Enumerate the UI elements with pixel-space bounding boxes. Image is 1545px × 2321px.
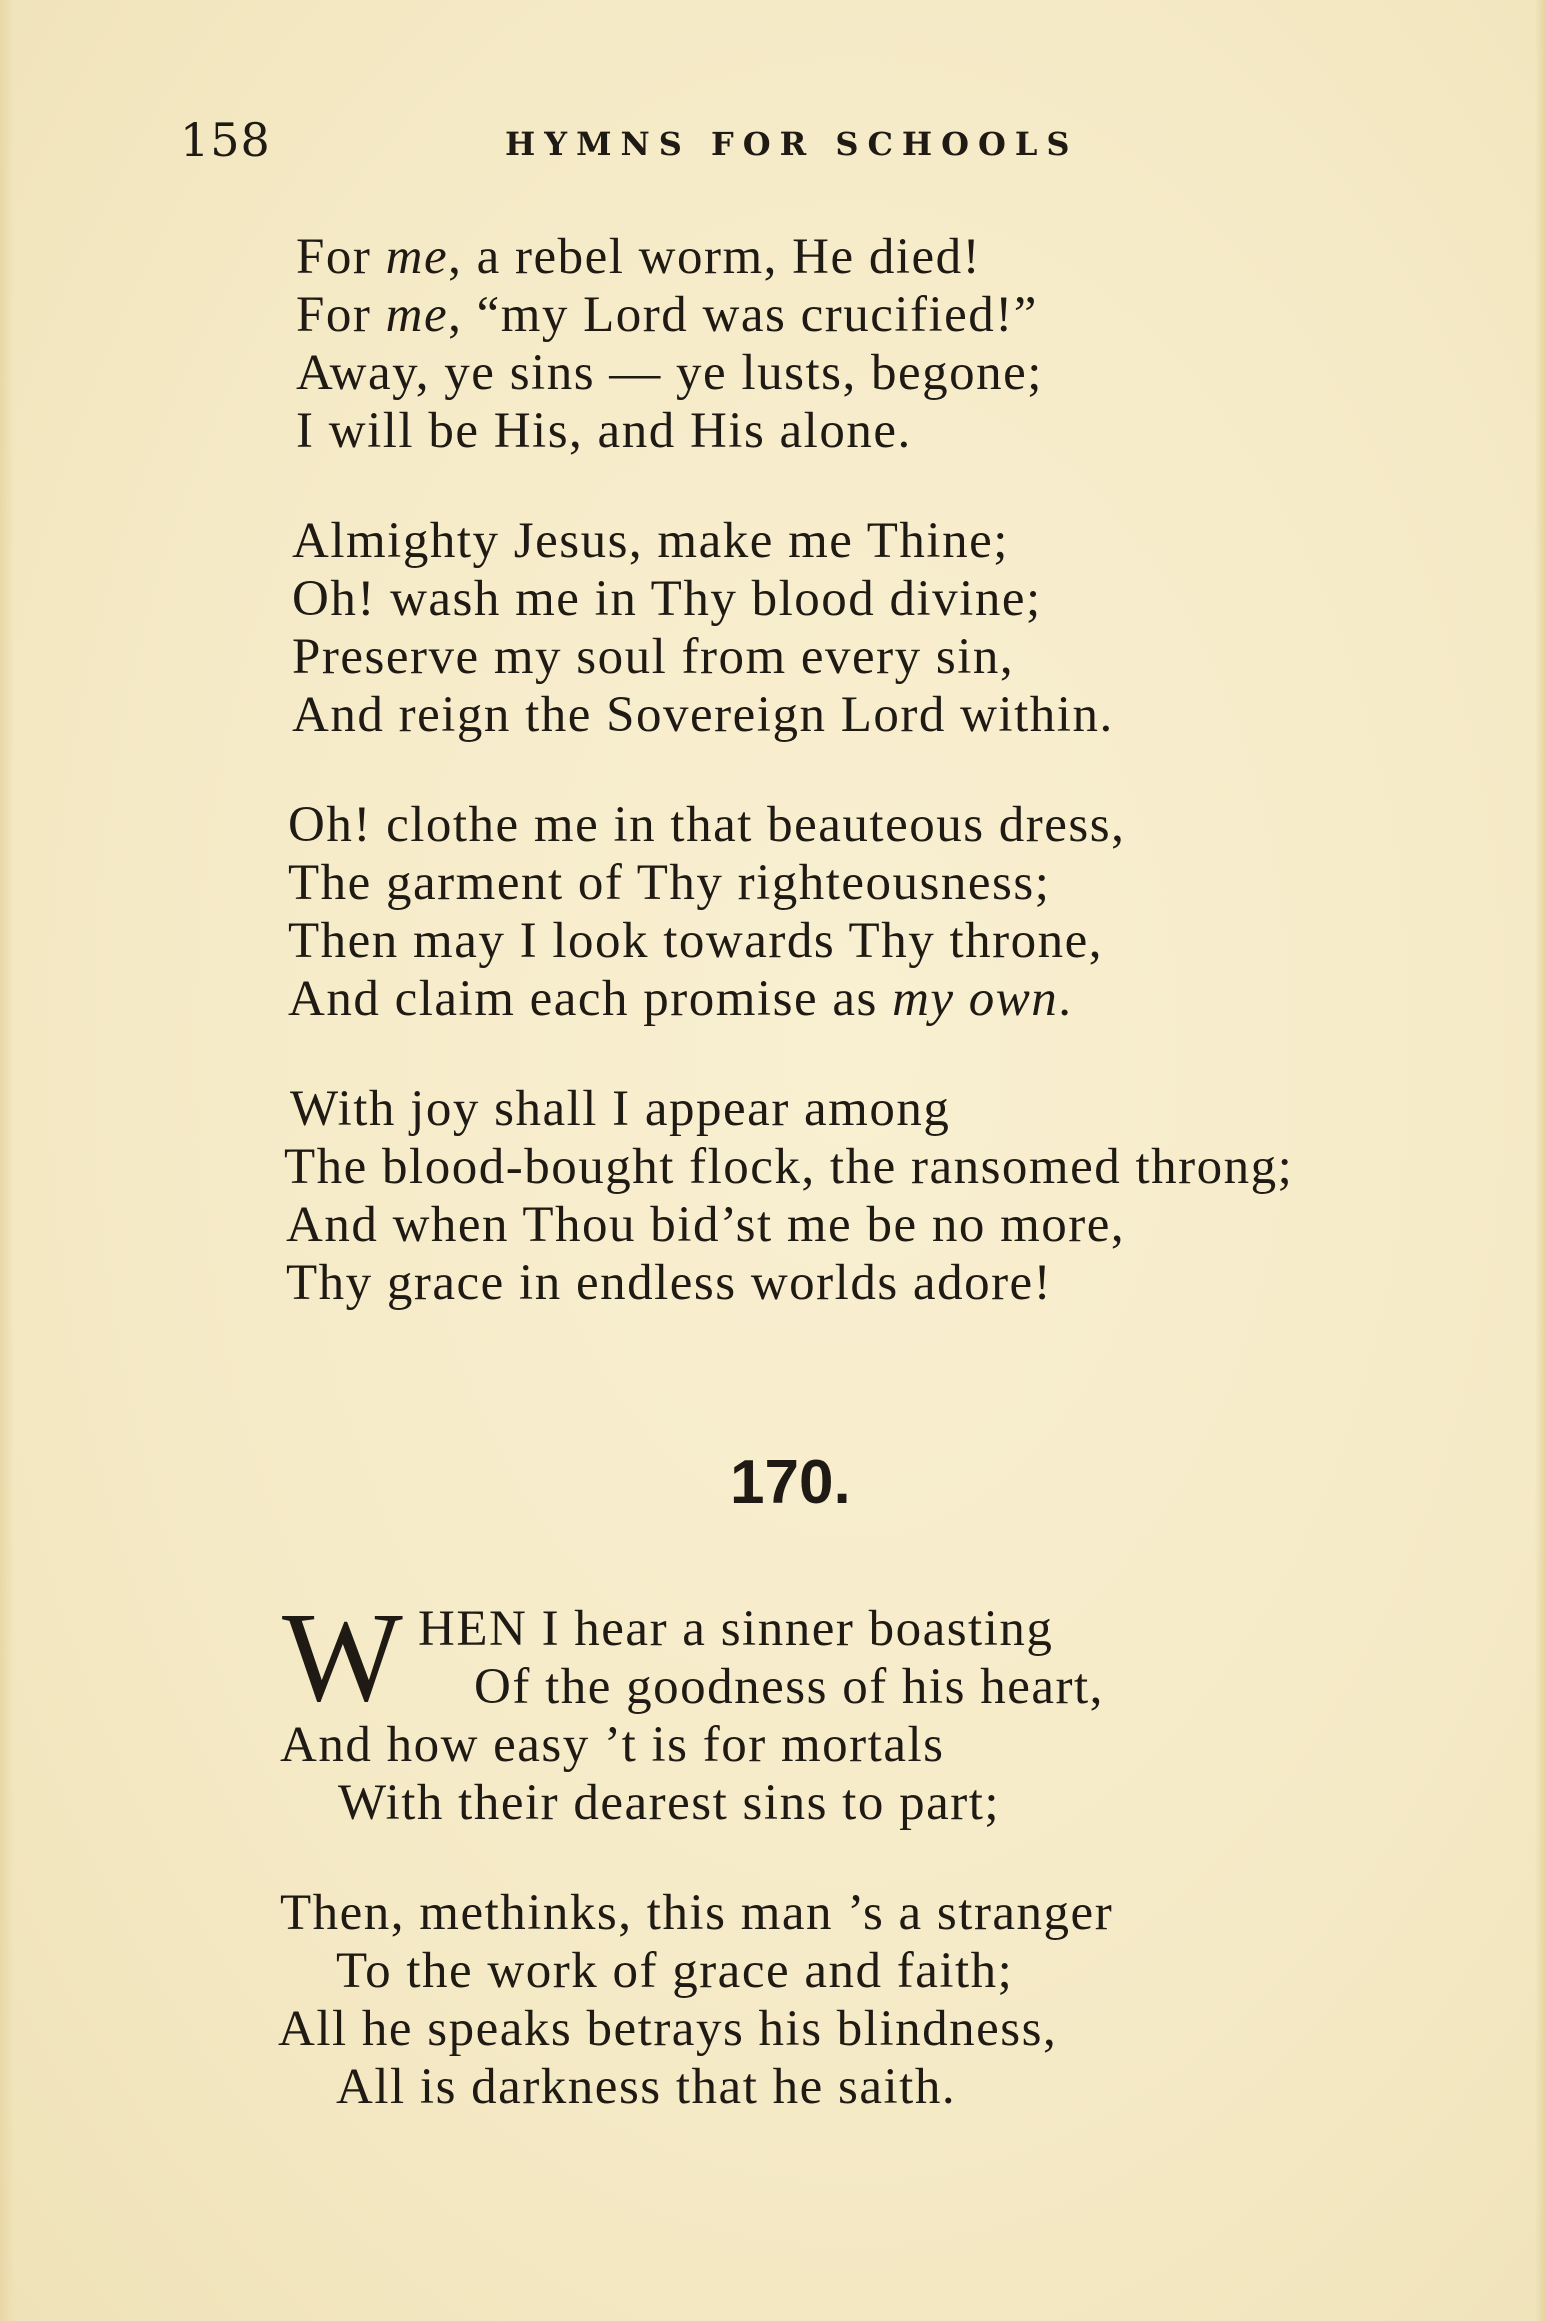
hymn169-stanza1-line3: Away, ye sins — ye lusts, begone; [296, 345, 1043, 401]
hymn169-stanza3-line3: Then may I look towards Thy throne, [288, 913, 1103, 969]
hymn170-stanza2-line2: To the work of grace and faith; [336, 1943, 1014, 1999]
hymn169-stanza2-line3: Preserve my soul from every sin, [292, 629, 1015, 685]
hymn170-stanza1-line4: With their dearest sins to part; [338, 1775, 1001, 1831]
hymn-number-170: 170. [730, 1448, 851, 1517]
hymn169-stanza2-line1: Almighty Jesus, make me Thine; [292, 513, 1009, 569]
hymn170-stanza1-line1: HEN I hear a sinner boasting [418, 1601, 1054, 1657]
hymn169-stanza3-line2: The garment of Thy righteousness; [288, 855, 1051, 911]
page-left-edge-shadow [0, 0, 14, 2321]
hymn169-stanza4-line1: With joy shall I appear among [290, 1081, 951, 1137]
hymn169-stanza1-line2: For me, “my Lord was crucified!” [296, 287, 1038, 343]
hymn169-stanza3-line4: And claim each promise as my own. [288, 971, 1073, 1027]
hymn169-stanza1-line4: I will be His, and His alone. [296, 403, 912, 459]
hymn170-stanza2-line4: All is darkness that he saith. [336, 2059, 957, 2115]
hymn170-stanza2-line3: All he speaks betrays his blindness, [278, 2001, 1058, 2057]
hymn169-stanza2-line2: Oh! wash me in Thy blood divine; [292, 571, 1042, 627]
hymn169-stanza2-line4: And reign the Sovereign Lord within. [292, 687, 1114, 743]
page-number: 158 [180, 113, 271, 167]
page-right-edge-shadow [1535, 0, 1545, 2321]
hymn170-stanza1-line3: And how easy ’t is for mortals [280, 1717, 945, 1773]
hymn170-stanza1-line2: Of the goodness of his heart, [474, 1659, 1104, 1715]
hymn169-stanza4-line4: Thy grace in endless worlds adore! [286, 1255, 1053, 1311]
drop-cap-letter: W [282, 1586, 403, 1728]
hymn169-stanza1-line1: For me, a rebel worm, He died! [296, 229, 982, 285]
running-head: HYMNS FOR SCHOOLS [505, 125, 1079, 163]
hymn169-stanza4-line3: And when Thou bid’st me be no more, [286, 1197, 1126, 1253]
hymn169-stanza3-line1: Oh! clothe me in that beauteous dress, [288, 797, 1126, 853]
hymn169-stanza4-line2: The blood-bought flock, the ransomed throng; [284, 1139, 1294, 1195]
hymn170-stanza2-line1: Then, methinks, this man ’s a stranger [280, 1885, 1114, 1941]
